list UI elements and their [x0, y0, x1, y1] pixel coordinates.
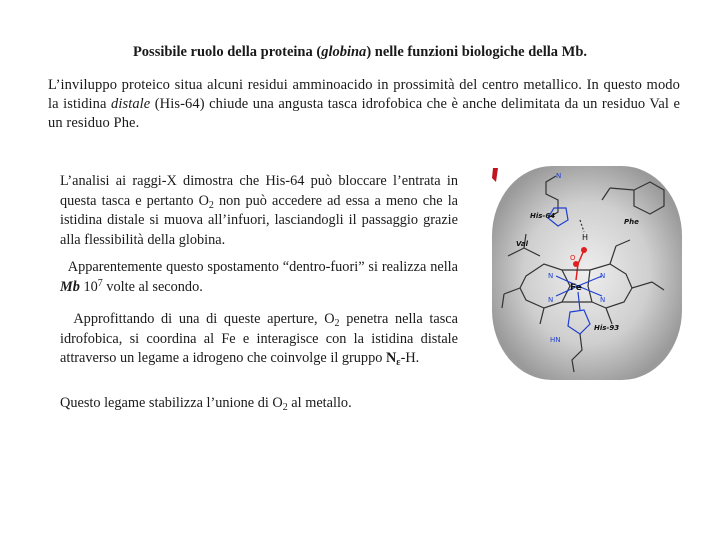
- paragraph-oxygen-entry: [60, 310, 458, 369]
- figure-label-fe: Fe: [570, 283, 582, 293]
- figure-label-n-ring2: N: [600, 272, 606, 280]
- figure-label-his64: His-64: [530, 212, 556, 220]
- intro-text-italic: distale: [110, 96, 151, 112]
- p4-text-a: Questo legame stabilizza l’unione di O: [60, 395, 283, 411]
- p3-text-b: penetra nella tasca idrofobica, si coordina al Fe e interagisce con la istidina distale attraverso un legame a idrogeno che coinvolge il gruppo: [60, 311, 458, 366]
- intro-text-post: (His-64) chiude una angusta tasca idrofobica che è anche delimitata da un residuo Val e un residuo Phe.: [48, 96, 680, 131]
- p2-bold-italic: Mb: [60, 278, 80, 295]
- figure-label-phe: Phe: [624, 218, 639, 226]
- figure-label-n-ring1: N: [548, 272, 554, 280]
- figure-label-n-ring4: N: [600, 296, 606, 304]
- title-text-pre: Possibile ruolo della proteina (: [132, 44, 322, 60]
- p1-text-b: non può accedere ad essa a meno che la istidina distale si muova all’infuori, lasciandogli il passaggio grazie alla flessibilità della globina.: [60, 192, 459, 248]
- p2-text-b: 10: [79, 278, 98, 295]
- figure-label-o: O: [570, 254, 576, 262]
- figure-background: [492, 166, 682, 380]
- title-text-italic: globina: [321, 44, 367, 60]
- figure-label-val: Val: [516, 240, 528, 248]
- figure-label-his93: His-93: [594, 324, 620, 332]
- p3-text-c: -H.: [400, 350, 420, 366]
- p2-text-a: Apparentemente questo spostamento “dentro-fuori” si realizza nella: [67, 259, 458, 275]
- figure-label-h: H: [582, 233, 589, 242]
- p3-bold: N: [385, 350, 397, 366]
- myoglobin-heme-figure: [484, 160, 684, 384]
- page-title: [0, 44, 720, 61]
- p4-text-b: al metallo.: [287, 395, 352, 411]
- p2-superscript: 7: [97, 277, 103, 289]
- intro-paragraph: [48, 76, 680, 133]
- paragraph-bond-stabilization: [60, 394, 458, 414]
- figure-label-n-top: N: [556, 172, 562, 180]
- figure-label-hn: HN: [550, 336, 561, 344]
- figure-label-n-ring3: N: [548, 296, 554, 304]
- p3-bold-subscript: ε: [396, 357, 401, 368]
- p1-subscript: 2: [208, 199, 214, 211]
- p4-subscript: 2: [282, 402, 288, 413]
- paragraph-xray-analysis: [60, 172, 458, 250]
- p1-text-a: L’analisi ai raggi-X dimostra che His-64 può bloccare l’entrata in questa tasca e pertanto O: [60, 173, 458, 209]
- p3-subscript: 2: [334, 318, 340, 329]
- title-text-post: ) nelle funzioni biologiche della Mb.: [366, 44, 588, 60]
- p2-text-c: volte al secondo.: [102, 278, 203, 295]
- intro-text-pre: L’inviluppo proteico situa alcuni residui amminoacido in prossimità del centro metallico. In questo modo la istidina: [48, 77, 680, 112]
- paragraph-in-out-movement: [60, 258, 458, 297]
- p3-text-a: Approfittando di una di queste aperture, O: [73, 311, 335, 327]
